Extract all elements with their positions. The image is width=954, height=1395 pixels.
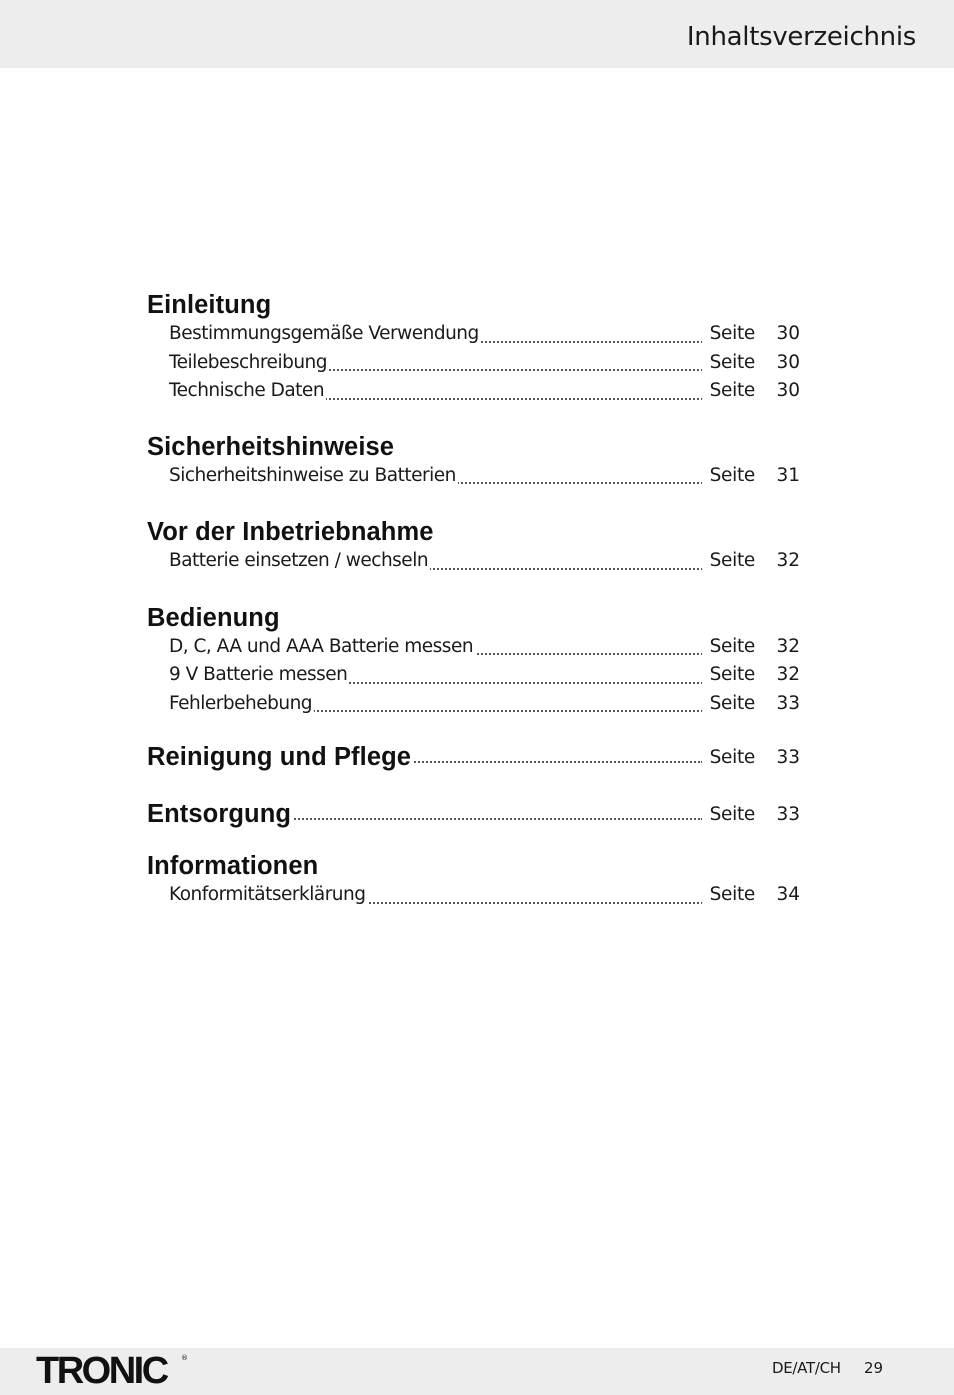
toc-section xyxy=(147,432,800,491)
toc-page-word: Seite xyxy=(702,661,755,690)
footer-region: DE/AT/CH xyxy=(772,1359,841,1377)
toc-page-number: 32 xyxy=(776,635,800,657)
toc-entry-label: Sicherheitshinweise zu Batterien xyxy=(169,462,458,491)
toc-section xyxy=(147,603,800,719)
toc-entry-label: Bestimmungsgemäße Verwendung xyxy=(169,320,481,349)
toc-entry[interactable] xyxy=(169,462,800,491)
toc-entry-label: Teilebeschreibung xyxy=(169,349,329,378)
footer-page-number: 29 xyxy=(864,1359,884,1377)
toc-section xyxy=(147,517,800,576)
toc-entry-label: 9 V Batterie messen xyxy=(169,661,349,690)
toc-page-word: Seite xyxy=(702,349,755,378)
toc-page-number: 30 xyxy=(776,351,800,373)
toc-entry-label: D, C, AA und AAA Batterie messen xyxy=(169,633,475,662)
toc-entry-label: Technische Daten xyxy=(169,377,326,406)
toc-section xyxy=(147,290,800,406)
toc-page-word: Seite xyxy=(702,547,755,576)
toc-page-number: 32 xyxy=(776,664,800,685)
toc-section-title: Reinigung und Pflege xyxy=(147,743,412,771)
toc-page-word: Seite xyxy=(702,744,755,773)
toc-section-heading-row xyxy=(147,851,800,881)
toc-section-title: Informationen xyxy=(147,852,319,880)
toc-entry[interactable] xyxy=(169,547,800,576)
toc-page-word: Seite xyxy=(702,462,755,491)
toc-page-number: 33 xyxy=(776,803,800,825)
toc-page-number: 30 xyxy=(776,380,800,401)
toc-entry[interactable] xyxy=(169,633,800,662)
toc-page-word: Seite xyxy=(702,881,755,910)
table-of-contents xyxy=(147,290,800,910)
toc-page-word: Seite xyxy=(702,801,755,830)
toc-entry[interactable] xyxy=(169,881,800,910)
toc-section-heading-row xyxy=(147,517,800,547)
toc-entry-label: Konformitätserklärung xyxy=(169,881,368,910)
toc-entry[interactable] xyxy=(169,661,800,690)
toc-page-number: 31 xyxy=(776,464,800,486)
toc-section-title: Vor der Inbetriebnahme xyxy=(147,518,434,546)
toc-entry[interactable] xyxy=(169,690,800,719)
toc-section-heading-row xyxy=(147,432,800,462)
toc-section-heading-row xyxy=(147,603,800,633)
registered-mark: ® xyxy=(181,1354,188,1362)
brand-logo: TRONIC xyxy=(36,1350,167,1392)
toc-page-word: Seite xyxy=(702,377,755,406)
toc-page-number: 32 xyxy=(776,550,800,571)
toc-page-number: 30 xyxy=(776,323,800,344)
toc-section-title: Entsorgung xyxy=(147,800,292,828)
toc-entry[interactable] xyxy=(169,320,800,349)
toc-entry[interactable] xyxy=(169,349,800,378)
toc-entry[interactable] xyxy=(169,377,800,406)
toc-section-entry[interactable] xyxy=(147,738,800,772)
toc-entry-label: Fehlerbehebung xyxy=(169,690,314,719)
toc-section-title: Sicherheitshinweise xyxy=(147,432,395,461)
page-title: Inhaltsverzeichnis xyxy=(686,22,916,52)
toc-section-title: Bedienung xyxy=(147,603,280,632)
toc-page-number: 33 xyxy=(776,746,800,768)
toc-page-word: Seite xyxy=(702,690,755,719)
toc-page-number: 34 xyxy=(776,884,800,905)
toc-section-entry[interactable] xyxy=(147,795,800,829)
toc-page-number: 33 xyxy=(776,692,800,714)
toc-page-word: Seite xyxy=(702,320,755,349)
toc-page-word: Seite xyxy=(702,633,755,662)
toc-entry-label: Batterie einsetzen / wechseln xyxy=(169,547,430,576)
toc-section-title: Einleitung xyxy=(147,291,272,319)
toc-section xyxy=(147,851,800,910)
toc-section-heading-row xyxy=(147,290,800,320)
